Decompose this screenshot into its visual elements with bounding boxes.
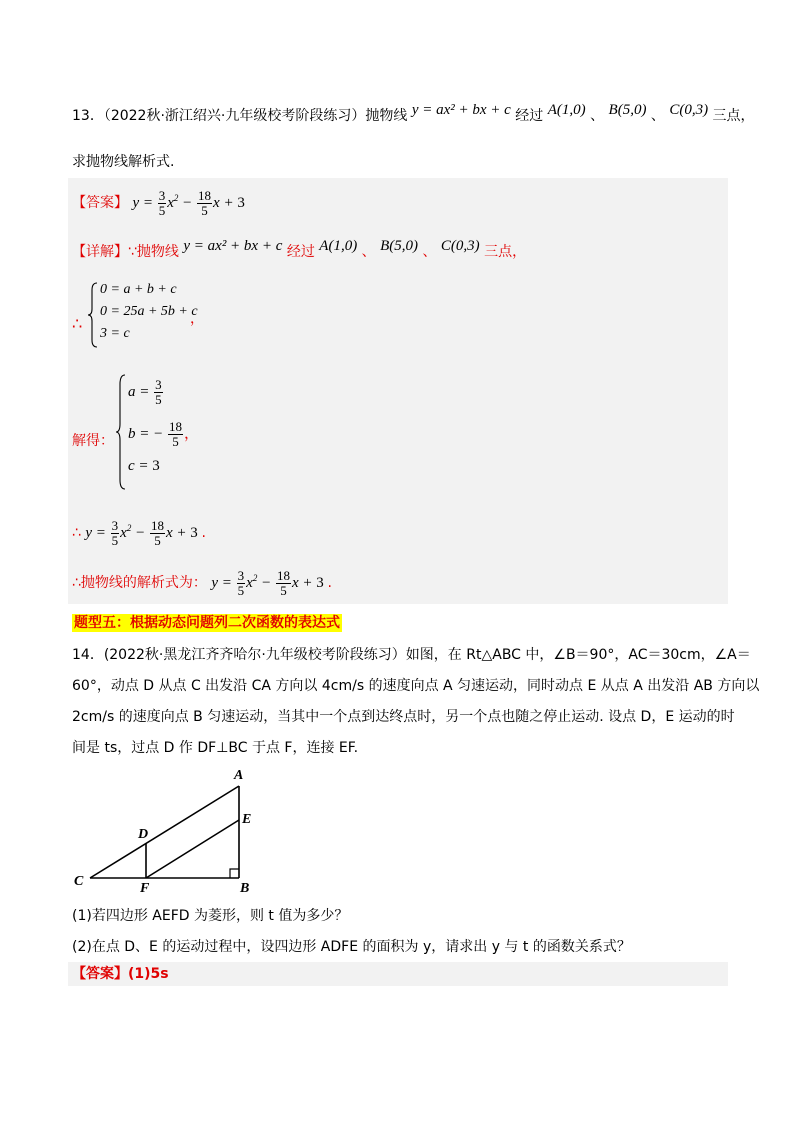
segment-ef	[146, 820, 239, 878]
conclusion-formula-1: y = $\frac{3}{5}$ $x^2$ − $\frac{18}{5}$ x + 3	[85, 518, 198, 549]
detail-point-b: B(5,0)	[380, 238, 418, 254]
segment-ca	[90, 786, 239, 878]
conclusion-period-2: .	[327, 575, 332, 591]
system-eq-3: 3 = c	[100, 326, 130, 341]
detail-line	[72, 238, 728, 262]
system-eq-1: 0 = a + b + c	[100, 282, 177, 297]
triangle-figure	[70, 765, 270, 895]
q14-subquestion-1: (1)若四边形 AEFD 为菱形，则 t 值为多少？	[72, 908, 349, 924]
conclusion-period-1: .	[201, 525, 206, 541]
conclusion-prefix-2: ∴抛物线的解析式为：	[72, 575, 207, 591]
detail-tail: 三点，	[484, 244, 527, 260]
q13-equation: y = ax² + bx + c	[411, 102, 511, 118]
q13-answer-line	[72, 188, 728, 218]
label-a: A	[234, 768, 244, 783]
system-brace	[88, 282, 98, 348]
q13-passes: 经过	[515, 108, 544, 124]
detail-equation: y = ax² + bx + c	[183, 238, 283, 254]
label-b: B	[240, 881, 250, 895]
answer-tag: 【答案】	[72, 195, 128, 211]
solution-b-comma: ，	[184, 423, 200, 442]
conclusion-formula-2: y = $\frac{3}{5}$ $x^2$ − $\frac{18}{5}$ x + 3	[211, 568, 324, 599]
label-f: F	[140, 881, 150, 895]
q13-stem	[72, 102, 755, 126]
q13-sep2: 、	[650, 108, 665, 124]
q14-line-2: 60°，动点 D 从点 C 出发沿 CA 方向以 4cm/s 的速度向点 A 匀速运动，同时动点 E 从点 A 出发沿 AB 方向以	[72, 678, 760, 694]
q13-source: （2022秋·浙江绍兴·九年级校考阶段练习）抛物线	[103, 108, 408, 124]
q14-subquestion-2: (2)在点 D、E 的运动过程中，设四边形 ADFE 的面积为 y，请求出 y 与 t 的函数关系式？	[72, 939, 631, 955]
solve-label: 解得：	[72, 433, 114, 449]
q14-line-3: 2cm/s 的速度向点 B 匀速运动，当其中一个点到达终点时，另一个点也随之停止运动. 设点 D，E 运动的时	[72, 709, 735, 725]
conclusion-prefix: ∴	[72, 525, 81, 541]
label-d: D	[138, 827, 149, 842]
q13-point-b: B(5,0)	[608, 102, 647, 118]
system-eq-2: 0 = 25a + 5b + c	[100, 304, 198, 319]
therefore-symbol: ∴	[72, 314, 83, 333]
detail-sep1: 、	[361, 244, 376, 260]
system-comma: ，	[190, 311, 204, 327]
q14-line-4: 间是 ts，过点 D 作 DF⊥BC 于点 F，连接 EF.	[72, 740, 359, 756]
q14-answer-tag: 【答案】	[72, 966, 128, 982]
solution-brace	[116, 374, 126, 490]
solution-a: a = $\frac{3}{5}$	[128, 377, 162, 407]
section-heading	[72, 613, 728, 633]
right-angle-mark	[230, 869, 239, 878]
q13-number: 13．	[72, 108, 104, 124]
conclusion-line-2	[72, 568, 728, 598]
q13-sep1: 、	[590, 108, 605, 124]
conclusion-line-1	[72, 518, 728, 548]
q13-tail: 三点，	[712, 108, 755, 124]
detail-sep2: 、	[422, 244, 437, 260]
solution-b: b = − $\frac{18}{5}$ ，	[128, 419, 200, 449]
equation-system	[72, 282, 272, 348]
q14-answer-line	[72, 964, 728, 984]
q14-line-1: 14．(2022秋·黑龙江齐齐哈尔·九年级校考阶段练习）如图，在 Rt△ABC 中，∠B＝90°，AC＝30cm，∠A＝	[72, 647, 751, 663]
q13-point-a: A(1,0)	[547, 102, 586, 118]
q13-stem-line2: 求抛物线解析式.	[72, 154, 175, 170]
label-e: E	[242, 812, 252, 827]
detail-point-a: A(1,0)	[319, 238, 358, 254]
detail-passes: 经过	[286, 244, 315, 260]
solution-c: c = 3	[128, 458, 160, 474]
q14-answer-value: (1)5s	[128, 966, 169, 982]
section-title: 题型五：根据动态问题列二次函数的表达式	[74, 615, 340, 631]
answer-formula: y = $\frac{3}{5}$ $x^2$ − $\frac{18}{5}$ x + 3	[132, 188, 245, 219]
label-c: C	[74, 874, 84, 889]
q13-point-c: C(0,3)	[669, 102, 709, 118]
detail-tag: 【详解】∵抛物线	[72, 244, 179, 260]
detail-point-c: C(0,3)	[440, 238, 480, 254]
solution-block	[72, 374, 312, 490]
